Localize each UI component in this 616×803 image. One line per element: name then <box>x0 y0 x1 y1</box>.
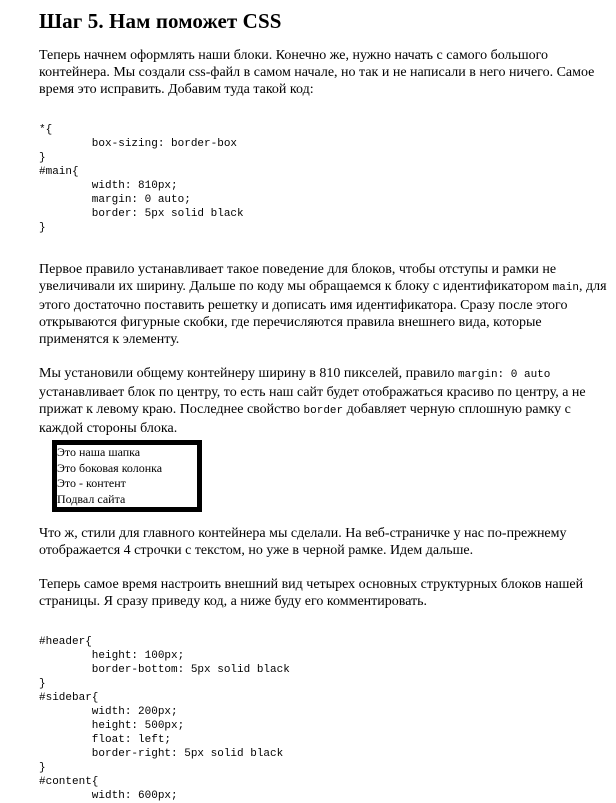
width-text-1: Мы установили общему контейнеру ширину в 810 пикселей, правило <box>39 366 458 381</box>
inline-code-border: border <box>303 405 344 417</box>
demo-line-content: Это - контент <box>57 476 126 490</box>
next-step-paragraph: Теперь самое время настроить внешний вид четырех основных структурных блоков нашей страницы. Я сразу приведу код, а ниже буду его комментировать. <box>39 577 584 609</box>
width-text-3: добавляет черную сплошную рамку с каждой стороны блока. <box>39 402 571 436</box>
demo-line-sidebar: Это боковая колонка <box>57 460 163 475</box>
demo-line-header: Это наша шапка <box>57 445 141 459</box>
explanation-text-1: Первое правило устанавливает такое поведение для блоков, чтобы отступы и рамки не увеличивали их ширину. Дальше по коду мы обращаемся к блоку с идентификатором <box>39 262 557 294</box>
progress-paragraph: Что ж, стили для главного контейнера мы сделали. На веб-страничке у нас по-прежнему отображается 4 строчки с текстом, но уже в черной рамке. Идем дальше. <box>39 526 567 558</box>
demo-line-footer: Подвал сайта <box>57 491 126 506</box>
width-text-2: устанавливает блок по центру, то есть наш сайт будет отображаться красиво по центру, а не прижат к левому краю. Последнее свойство <box>39 385 586 417</box>
article <box>39 0 609 803</box>
code-block-blocks: #header{ height: 100px; border-bottom: 5px solid black } #sidebar{ width: 200px; height: 500px; float: left; border-right: 5px solid black } #content{ width: 600px; <box>39 636 290 802</box>
article-title: Шаг 5. Нам поможет CSS <box>39 9 282 33</box>
explanation-text-2: , для этого достаточно поставить решетку и дописать имя идентификатора. Сразу после этого открываются фигурные скобки, где перечисляются правила внешнего вида, которые применятся к элементу. <box>39 279 607 347</box>
code-block-main: *{ box-sizing: border-box } #main{ width: 810px; margin: 0 auto; border: 5px solid black } <box>39 124 244 234</box>
inline-code-main: main <box>552 282 579 294</box>
explanation-paragraph <box>39 261 609 348</box>
width-paragraph <box>39 365 609 437</box>
inline-code-margin: margin: 0 auto <box>457 369 551 381</box>
intro-paragraph: Теперь начнем оформлять наши блоки. Конечно же, нужно начать с самого большого контейнера. Мы создали css-файл в самом начале, но так и не написали в него ничего. Самое время это исправить. Добавим туда такой код: <box>39 48 595 97</box>
demo-bordered-box <box>52 440 202 512</box>
